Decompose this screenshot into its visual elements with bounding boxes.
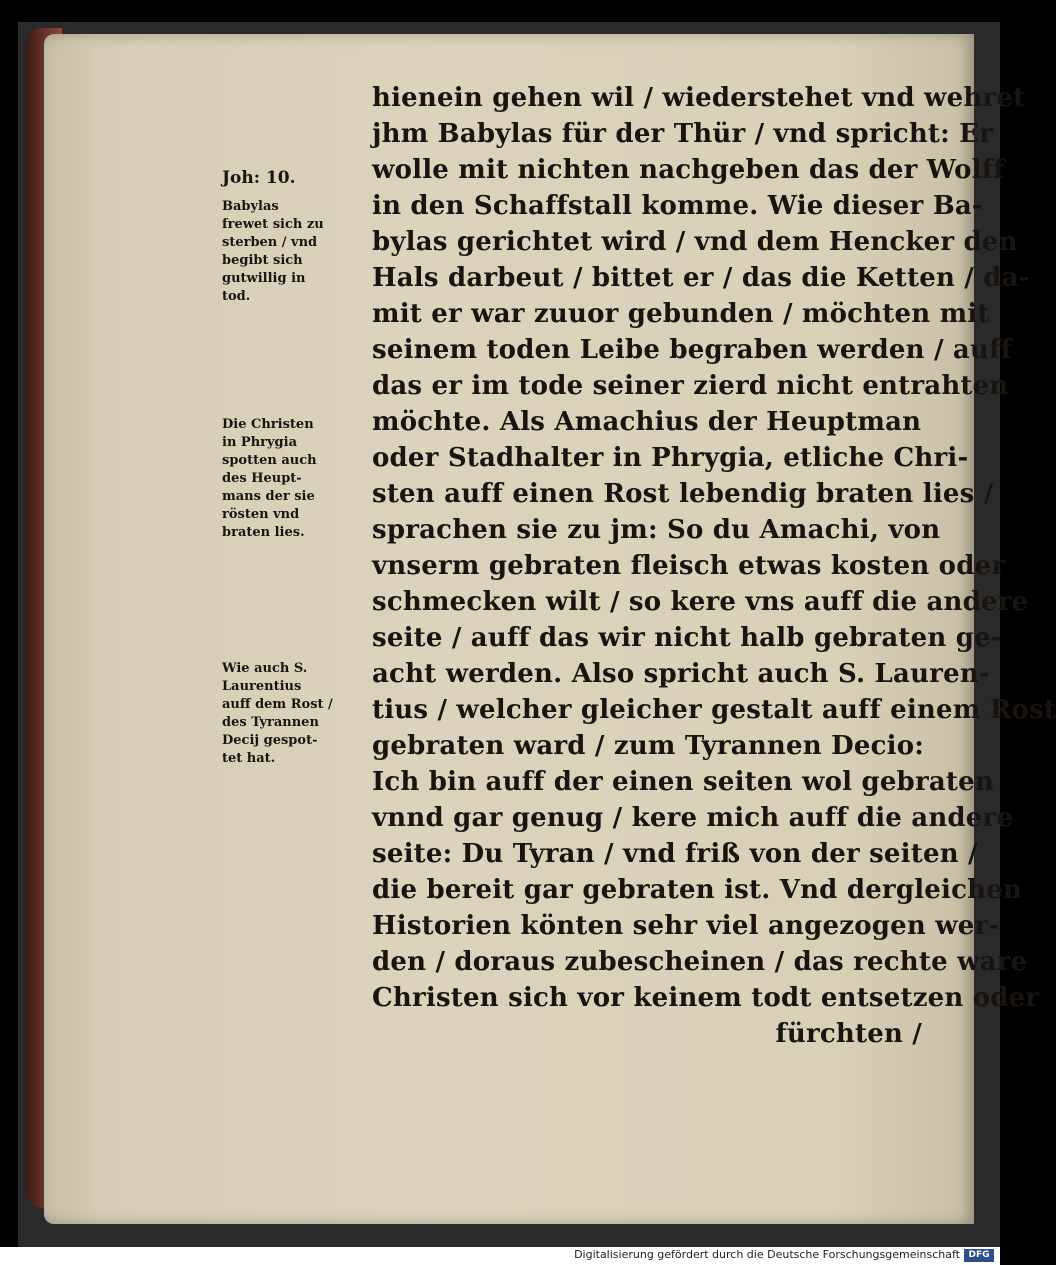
margin-note-line: Decij gespot- (222, 733, 318, 748)
text-line: schmecken wilt / so kere vns auff die andere (372, 587, 1029, 617)
margin-note-line: begibt sich (222, 253, 303, 268)
margin-note-line: Wie auch S. (222, 661, 308, 676)
main-text-block (372, 80, 1056, 1052)
margin-note-line: gutwillig in (222, 271, 306, 286)
text-line: sprachen sie zu jm: So du Amachi, von (372, 515, 941, 545)
margin-note-line: in Phrygia (222, 435, 297, 450)
text-line: die bereit gar gebraten ist. Vnd dergleichen (372, 875, 1023, 905)
text-line: Christen sich vor keinem todt entsetzen oder (372, 983, 1040, 1013)
margin-note-line: Babylas (222, 199, 279, 214)
margin-note-line: des Tyrannen (222, 715, 319, 730)
text-line: den / doraus zubescheinen / das rechte ware (372, 947, 1028, 977)
margin-note-line: tod. (222, 289, 251, 304)
margin-note-line: sterben / vnd (222, 235, 318, 250)
text-line: mit er war zuuor gebunden / möchten mit (372, 299, 990, 329)
text-line: seite / auff das wir nicht halb gebraten ge- (372, 623, 1002, 653)
text-line: das er im tode seiner zierd nicht entrahten (372, 371, 1009, 401)
text-line: Ich bin auff der einen seiten wol gebraten (372, 767, 994, 797)
text-line: Hals darbeut / bittet er / das die Ketten / da- (372, 263, 1030, 293)
dfg-logo-icon: DFG (964, 1249, 994, 1262)
text-line: in den Schaffstall komme. Wie dieser Ba- (372, 191, 983, 221)
text-line: vnnd gar genug / kere mich auff die andere (372, 803, 1014, 833)
margin-note-line: auff dem Rost / (222, 697, 333, 712)
text-line: möchte. Als Amachius der Heuptman (372, 407, 922, 437)
text-line: wolle mit nichten nachgeben das der Wolff (372, 155, 1005, 185)
margin-note-phrygia (222, 416, 317, 542)
text-line-catchword: fürchten / (775, 1019, 922, 1049)
margin-note-laurentius (222, 660, 333, 768)
text-line: seite: Du Tyran / vnd friß von der seiten / (372, 839, 978, 869)
text-line: gebraten ward / zum Tyrannen Decio: (372, 731, 925, 761)
text-line: seinem toden Leibe begraben werden / auff (372, 335, 1012, 365)
text-line: vnserm gebraten fleisch etwas kosten oder (372, 551, 1006, 581)
margin-note-line: spotten auch (222, 453, 317, 468)
margin-note-line: Laurentius (222, 679, 302, 694)
margin-note-line: Die Christen (222, 417, 314, 432)
margin-note-line: tet hat. (222, 751, 276, 766)
text-line: jhm Babylas für der Thür / vnd spricht: Er (372, 119, 994, 149)
margin-note-line: frewet sich zu (222, 217, 324, 232)
text-line: bylas gerichtet wird / vnd dem Hencker den (372, 227, 1018, 257)
margin-note-line: mans der sie (222, 489, 315, 504)
footer-credit: Digitalisierung gefördert durch die Deutsche Forschungsgemeinschaft (574, 1248, 960, 1261)
margin-note-babylas (222, 198, 324, 306)
text-line: hienein gehen wil / wiederstehet vnd wehret (372, 83, 1026, 113)
text-line: sten auff einen Rost lebendig braten lies / (372, 479, 994, 509)
text-line: tius / welcher gleicher gestalt auff einem Rost (372, 695, 1056, 725)
margin-note-line: rösten vnd (222, 507, 300, 522)
margin-scripture-reference: Joh: 10. (222, 168, 296, 188)
text-line: acht werden. Also spricht auch S. Lauren- (372, 659, 990, 689)
margin-note-line: des Heupt- (222, 471, 302, 486)
margin-note-line: braten lies. (222, 525, 305, 540)
text-line: Historien könten sehr viel angezogen wer- (372, 911, 1000, 941)
footer-bar (0, 1247, 1000, 1265)
text-line: oder Stadhalter in Phrygia, etliche Chri- (372, 443, 969, 473)
